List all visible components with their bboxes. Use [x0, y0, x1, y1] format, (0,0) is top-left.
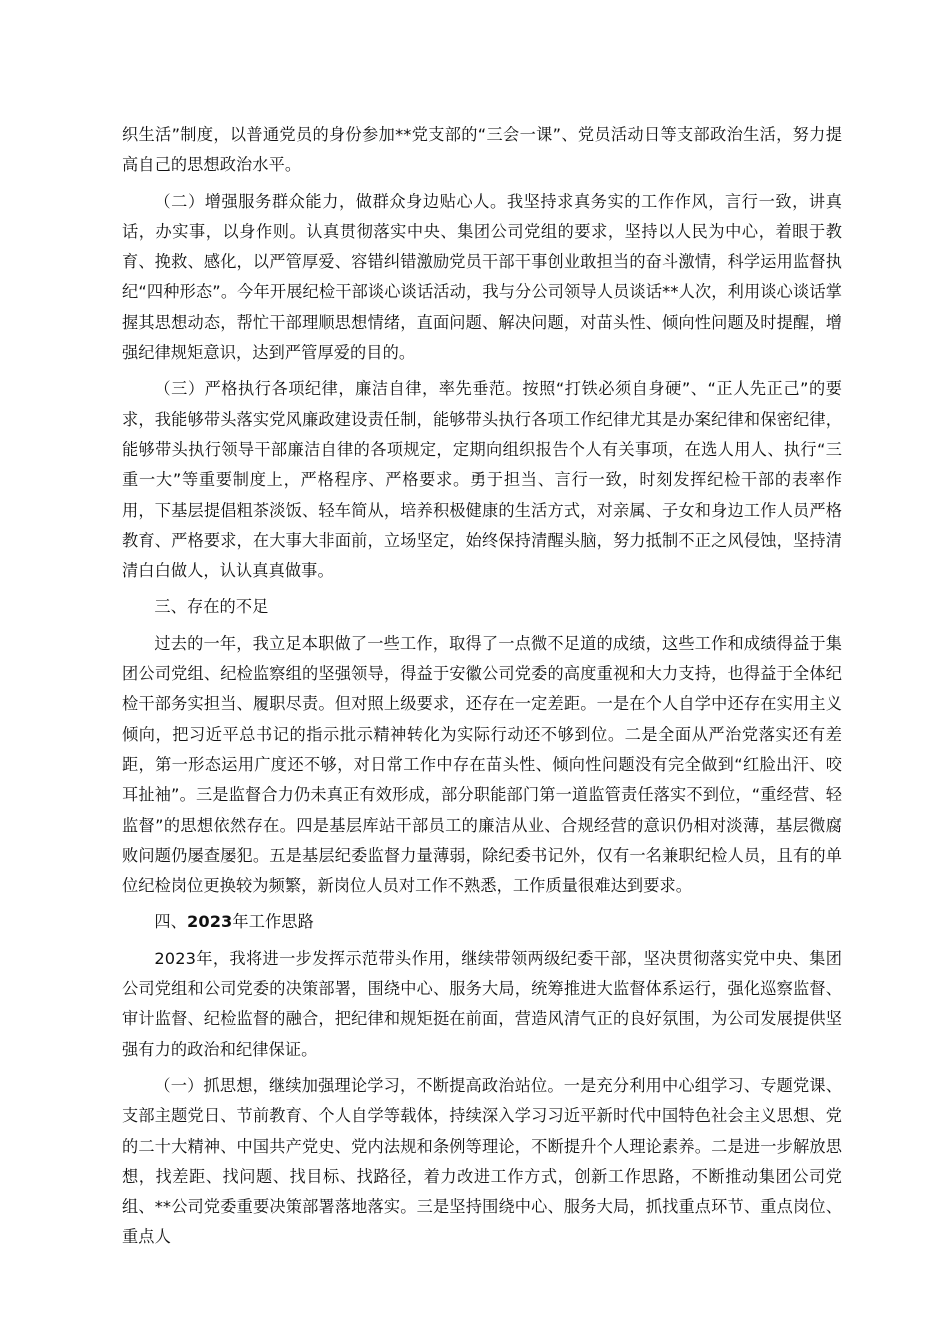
paragraph-ideology: （一）抓思想，继续加强理论学习，不断提高政治站位。一是充分利用中心组学习、专题党课、支部主题党日、节前教育、个人自学等载体，持续深入学习习近平新时代中国特色社会主义思想、党的二十大精神、中国共产党史、党内法规和条例等理论，不断提升个人理论素养。二是进一步解放思想，找差距、找问题、找目标、找路径，着力改进工作方式，创新工作思路，不断推动集团公司党组、**公司党委重要决策部署落地落实。三是坚持围绕中心、服务大局，抓找重点环节、重点岗位、重点人: [122, 1075, 842, 1247]
paragraph-service-ability: （二）增强服务群众能力，做群众身边贴心人。我坚持求真务实的工作作风，言行一致，讲真话，办实事，以身作则。认真贯彻落实中央、集团公司党组的要求，坚持以人民为中心，着眼于教育、挽救、感化，以严管厚爱、容错纠错激励党员干部干事创业敢担当的奋斗激情，科学运用监督执纪“四种形态”。今年开展纪检干部谈心谈话活动，我与分公司领导人员谈话**人次，利用谈心谈话掌握其思想动态，帮忙干部理顺思想情绪，直面问题、解决问题，对苗头性、倾向性问题及时提醒，增强纪律规矩意识，达到严管厚爱的目的。: [122, 191, 842, 363]
heading-suffix: 年工作思路: [232, 912, 314, 932]
section-heading-shortcomings: 三、存在的不足: [154, 597, 269, 617]
heading-prefix: 四、: [154, 912, 187, 932]
document-body: [122, 120, 842, 1259]
heading-year: 2023: [186, 912, 233, 932]
paragraph-2023-overview: 2023年，我将进一步发挥示范带头作用，继续带领两级纪委干部，坚决贯彻落实党中央、集团公司党组和公司党委的决策部署，围绕中心、服务大局，统筹推进大监督体系运行，强化巡察监督、审计监督、纪检监督的融合，把纪律和规矩挺在前面，营造风清气正的良好氛围，为公司发展提供坚强有力的政治和纪律保证。: [122, 948, 842, 1059]
section-heading-2023-plan: [122, 907, 842, 937]
paragraph-shortcomings: 过去的一年，我立足本职做了一些工作，取得了一点微不足道的成绩，这些工作和成绩得益于集团公司党组、纪检监察组的坚强领导，得益于安徽公司党委的高度重视和大力支持，也得益于全体纪检干部务实担当、履职尽责。但对照上级要求，还存在一定差距。一是在个人自学中还存在实用主义倾向，把习近平总书记的指示批示精神转化为实际行动还不够到位。二是全面从严治党落实还有差距，第一形态运用广度还不够，对日常工作中存在苗头性、倾向性问题没有完全做到“红脸出汗、咬耳扯袖”。三是监督合力仍未真正有效形成，部分职能部门第一道监管责任落实不到位，“重经营、轻监督”的思想依然存在。四是基层库站干部员工的廉洁从业、合规经营的意识仍相对淡薄，基层微腐败问题仍屡查屡犯。五是基层纪委监督力量薄弱，除纪委书记外，仅有一名兼职纪检人员，且有的单位纪检岗位更换较为频繁，新岗位人员对工作不熟悉，工作质量很难达到要求。: [122, 633, 842, 896]
paragraph-continuation: 织生活”制度，以普通党员的身份参加**党支部的“三会一课”、党员活动日等支部政治生活，努力提高自己的思想政治水平。: [122, 125, 842, 175]
paragraph-discipline: （三）严格执行各项纪律，廉洁自律，率先垂范。按照“打铁必须自身硬”、“正人先正己”的要求，我能够带头落实党风廉政建设责任制，能够带头执行各项工作纪律尤其是办案纪律和保密纪律，能够带头执行领导干部廉洁自律的各项规定，定期向组织报告个人有关事项，在选人用人、执行“三重一大”等重要制度上，严格程序、严格要求。勇于担当、言行一致，时刻发挥纪检干部的表率作用，下基层提倡粗茶淡饭、轻车简从，培养积极健康的生活方式，对亲属、子女和身边工作人员严格教育、严格要求，在大事大非面前，立场坚定，始终保持清醒头脑，努力抵制不正之风侵蚀，坚持清清白白做人，认认真真做事。: [122, 379, 842, 581]
